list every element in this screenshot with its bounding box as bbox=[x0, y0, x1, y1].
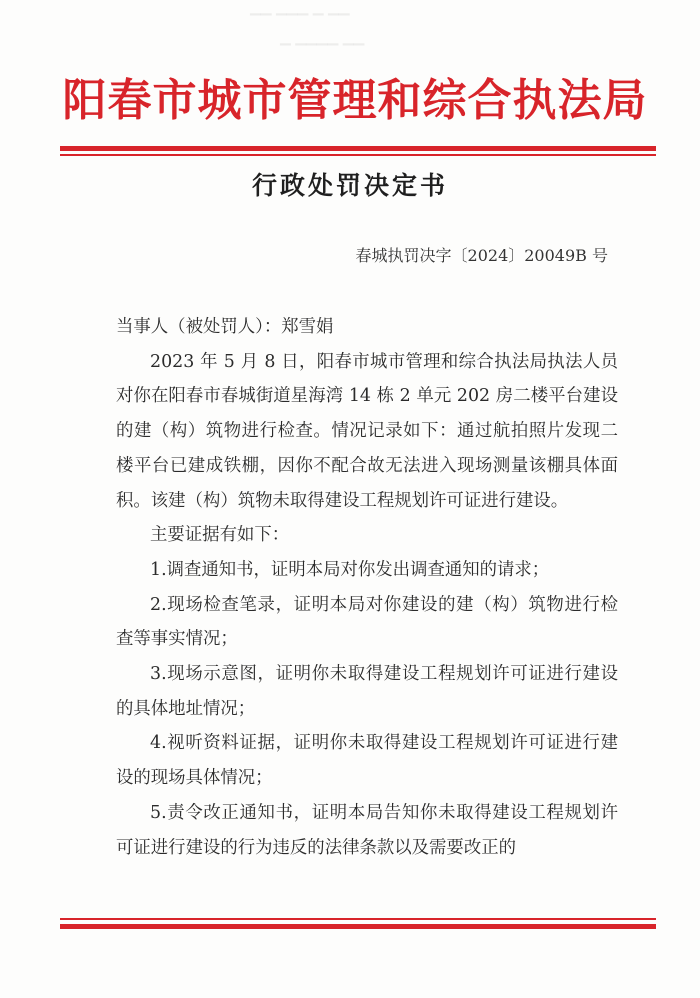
show-through-mark: ▁ ▁▁▁▁ ▁▁ bbox=[280, 30, 365, 46]
evidence-item: 3.现场示意图，证明你未取得建设工程规划许可证进行建设的具体地址情况； bbox=[116, 664, 618, 719]
document-body bbox=[116, 310, 618, 865]
evidence-intro: 主要证据有如下： bbox=[150, 525, 290, 546]
evidence-item: 2.现场检查笔录，证明本局对你建设的建（构）筑物进行检查等事实情况； bbox=[116, 594, 618, 650]
footer-rule-thin bbox=[60, 918, 656, 920]
document-title: 行政处罚决定书 bbox=[251, 171, 448, 200]
evidence-item: 4.视听资料证据，证明你未取得建设工程规划许可证进行建设的现场具体情况； bbox=[116, 733, 618, 789]
agency-letterhead: 阳春市城市管理和综合执法局 bbox=[62, 75, 648, 126]
letterhead-rule-thick bbox=[60, 146, 656, 151]
footer-rule-thick bbox=[60, 924, 656, 929]
document-number: 春城执罚决字〔2024〕20049B 号 bbox=[355, 246, 608, 265]
party-line: 当事人（被处罚人）：郑雪娟 bbox=[116, 317, 334, 337]
paragraph-inspection: 2023 年 5 月 8 日，阳春市城市管理和综合执法局执法人员对你在阳春市春城街道星海湾 14 栋 2 单元 202 房二楼平台建设的建（构）筑物进行检查。情况记录如下：通过航拍照片发现二楼平台已建成铁棚，因你不配合故无法进入现场测量该棚具体面积。该建（构）筑物未取得建设工程规划许可证进行建设。 bbox=[116, 351, 618, 511]
show-through-mark: ▁▁ ▁▁▁ ▁ ▁▁ bbox=[250, 0, 350, 16]
evidence-item: 1.调查通知书，证明本局对你发出调查通知的请求； bbox=[150, 559, 550, 580]
letterhead-rule-thin bbox=[60, 154, 656, 156]
evidence-item: 5.责令改正通知书，证明本局告知你未取得建设工程规划许可证进行建设的行为违反的法律条款以及需要改正的 bbox=[116, 802, 618, 858]
